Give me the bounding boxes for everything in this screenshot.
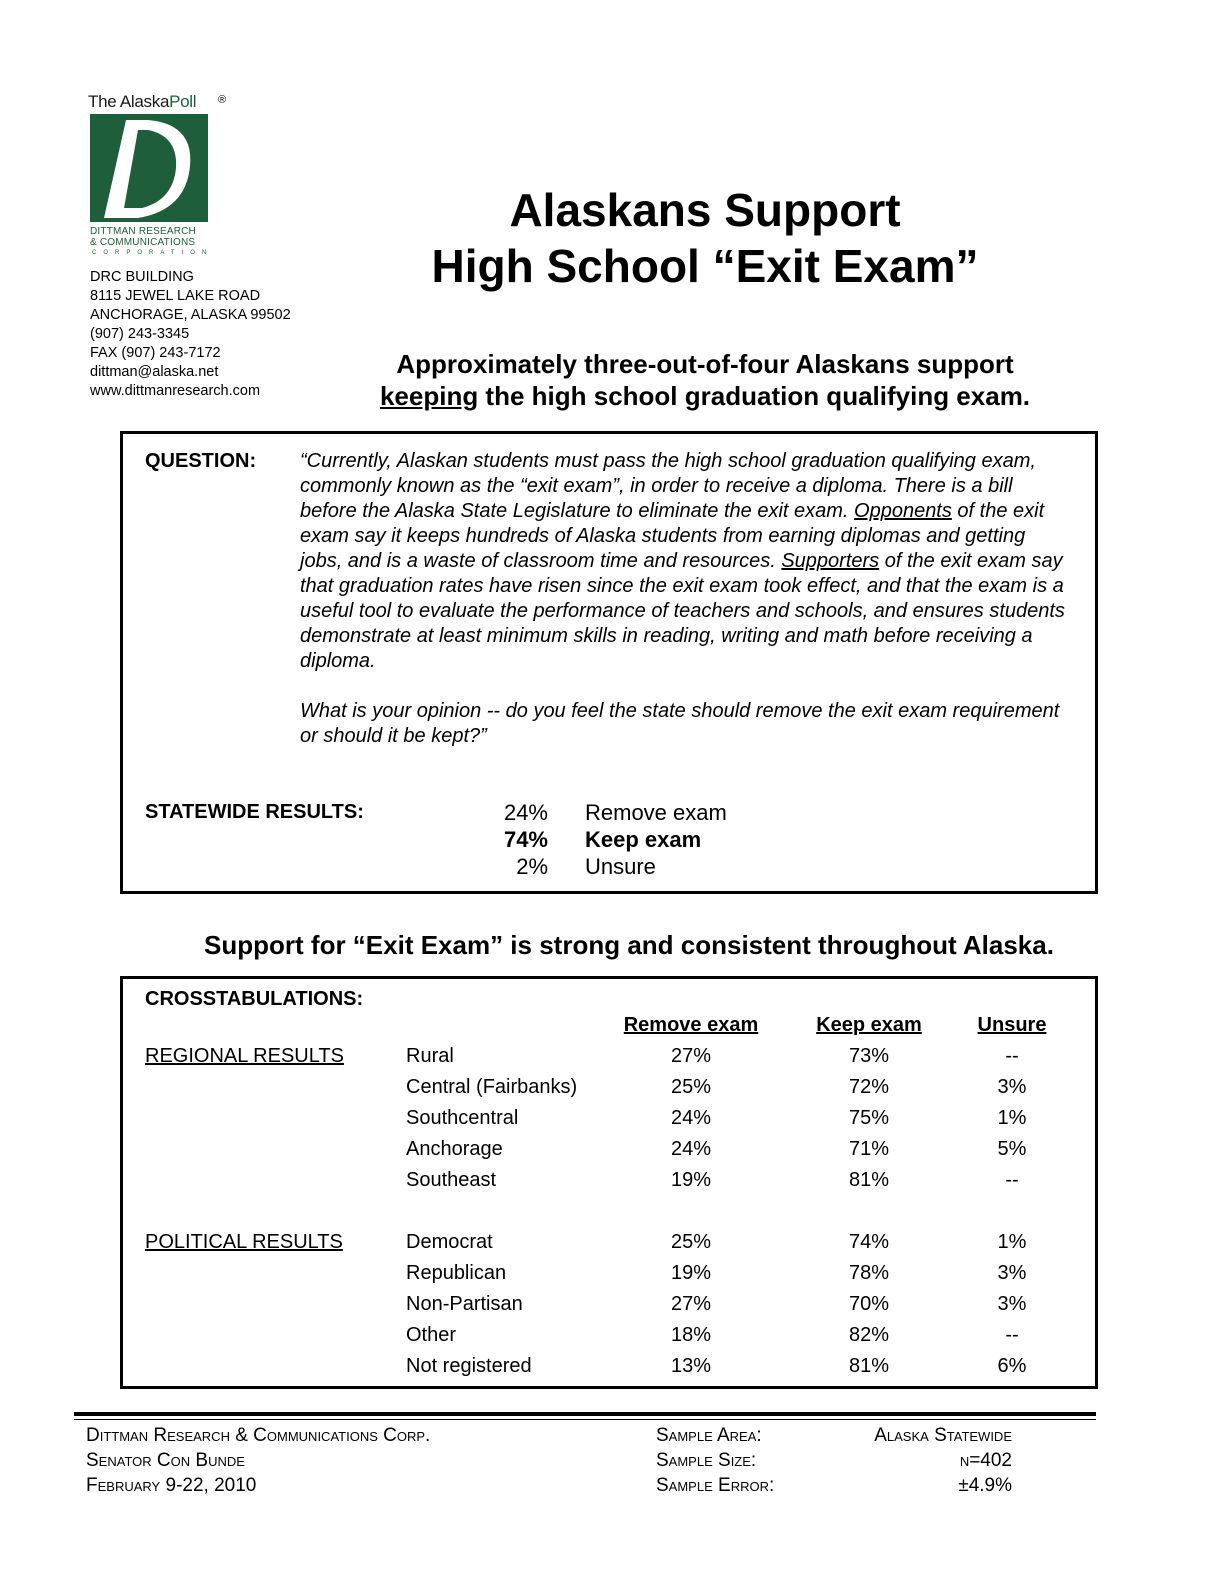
crosstab-unsure-pct: 1% <box>997 1107 1027 1129</box>
crosstab-remove-pct: 18% <box>670 1324 712 1346</box>
crosstab-keep-pct: 78% <box>848 1262 890 1284</box>
crosstab-remove-pct: 27% <box>670 1045 712 1067</box>
phone: (907) 243-3345 <box>90 326 190 342</box>
crosstab-remove-pct: 13% <box>670 1355 712 1377</box>
crosstab-unsure-pct: -- <box>1005 1324 1019 1346</box>
crosstab-unsure-pct: -- <box>1005 1169 1019 1191</box>
result-remove-label: Remove exam <box>585 800 727 825</box>
result-unsure-pct: 2% <box>516 854 548 879</box>
crosstab-remove-pct: 24% <box>670 1138 712 1160</box>
fax: FAX (907) 243-7172 <box>90 345 221 361</box>
crosstab-unsure-pct: -- <box>1005 1045 1019 1067</box>
footer-dates: February 9-22, 2010 <box>86 1475 257 1496</box>
crosstabs-box <box>120 976 1098 1389</box>
result-keep-pct: 74% <box>503 827 548 852</box>
logo-company-line3: CORPORATION <box>92 250 214 256</box>
address-line: ANCHORAGE, ALASKA 99502 <box>90 307 291 323</box>
crosstab-unsure-pct: 3% <box>997 1293 1027 1315</box>
result-unsure-label: Unsure <box>585 854 656 879</box>
website: www.dittmanresearch.com <box>90 383 261 399</box>
question-text <box>300 449 1070 774</box>
crosstab-row-label: Rural <box>406 1045 454 1067</box>
statewide-results-label: STATEWIDE RESULTS: <box>145 801 364 823</box>
crosstab-unsure-pct: 3% <box>997 1076 1027 1098</box>
crosstab-keep-pct: 74% <box>848 1231 890 1253</box>
crosstab-remove-pct: 25% <box>670 1231 712 1253</box>
sample-size-label: Sample Size: <box>656 1450 757 1471</box>
result-keep-label: Keep exam <box>585 827 702 852</box>
regional-results-label: REGIONAL RESULTS <box>145 1045 344 1067</box>
support-heading: Support for “Exit Exam” is strong and consistent throughout Alaska. <box>204 930 1054 960</box>
crosstab-remove-pct: 24% <box>670 1107 712 1129</box>
crosstab-row-label: Non-Partisan <box>406 1293 523 1315</box>
footer-rule-thin <box>74 1419 1096 1420</box>
crosstab-unsure-pct: 5% <box>997 1138 1027 1160</box>
crosstab-row-label: Other <box>406 1324 457 1346</box>
logo-company-line2: & COMMUNICATIONS <box>90 237 196 248</box>
crosstab-keep-pct: 71% <box>848 1138 890 1160</box>
crosstab-keep-pct: 70% <box>848 1293 890 1315</box>
crosstab-unsure-pct: 1% <box>997 1231 1027 1253</box>
registered-mark: ® <box>218 94 227 106</box>
title-line2: High School “Exit Exam” <box>431 240 979 292</box>
question-label: QUESTION: <box>145 450 257 472</box>
col-header-keep: Keep exam <box>816 1014 922 1036</box>
question-paragraph-2: What is your opinion -- do you feel the state should remove the exit exam requirement or should it be kept?” <box>300 700 1060 747</box>
crosstab-unsure-pct: 3% <box>997 1262 1027 1284</box>
result-remove-pct: 24% <box>503 800 548 825</box>
logo-brand <box>88 92 196 112</box>
sample-error-label: Sample Error: <box>656 1475 775 1496</box>
col-header-remove: Remove exam <box>623 1014 759 1036</box>
crosstab-row-label: Republican <box>406 1262 507 1284</box>
crosstab-keep-pct: 73% <box>848 1045 890 1067</box>
footer-sample-labels <box>656 1423 774 1498</box>
footer-left <box>86 1423 430 1498</box>
crosstab-remove-pct: 25% <box>670 1076 712 1098</box>
subtitle-line1: Approximately three-out-of-four Alaskans support <box>396 349 1014 379</box>
col-header-unsure: Unsure <box>977 1014 1047 1036</box>
crosstab-row-label: Anchorage <box>406 1138 503 1160</box>
crosstab-keep-pct: 82% <box>848 1324 890 1346</box>
subtitle-keyword: keeping <box>379 381 479 411</box>
sample-area-value: Alaska Statewide <box>874 1425 1012 1446</box>
crosstab-row-label: Central (Fairbanks) <box>406 1076 578 1098</box>
address-line: DRC BUILDING <box>90 269 194 285</box>
sample-error-value: ±4.9% <box>958 1475 1012 1496</box>
email: dittman@alaska.net <box>90 364 219 380</box>
crosstab-unsure-pct: 6% <box>997 1355 1027 1377</box>
crosstab-keep-pct: 72% <box>848 1076 890 1098</box>
question-text-c: of the exit exam say that graduation rates have risen since the exit exam took effect, and that the exam is a useful tool to evaluate the performance of teachers and schools, and ensures students demonstrate at least minimum skills in reading, writing and math before receiving a diploma. <box>300 550 1065 672</box>
sample-size-value: n=402 <box>959 1450 1012 1471</box>
crosstab-keep-pct: 81% <box>848 1169 890 1191</box>
crosstabs-label: CROSSTABULATIONS: <box>145 988 364 1010</box>
crosstab-row-label: Democrat <box>406 1231 493 1253</box>
address-block <box>90 268 291 401</box>
crosstab-row-label: Southcentral <box>406 1107 519 1129</box>
crosstab-remove-pct: 19% <box>670 1262 712 1284</box>
supporters-term: Supporters <box>781 550 880 572</box>
logo-brand-prefix: The Alaska <box>88 92 170 111</box>
crosstab-row-label: Not registered <box>406 1355 532 1377</box>
footer-sample-values <box>832 1423 1012 1498</box>
page-title <box>360 182 1050 294</box>
question-paragraph-1 <box>300 449 1070 674</box>
question-text-a: “Currently, Alaskan students must pass the high school graduation qualifying exam, commonly known as the “exit exam”, in order to receive a diploma. There is a bill before the Alaska State Legislature to eliminate the exit exam. <box>300 450 1036 522</box>
logo-brand-suffix: Poll <box>169 92 197 111</box>
crosstab-row-label: Southeast <box>406 1169 497 1191</box>
footer-client: Senator Con Bunde <box>86 1450 245 1471</box>
crosstab-keep-pct: 75% <box>848 1107 890 1129</box>
address-line: 8115 JEWEL LAKE ROAD <box>90 288 261 304</box>
title-line1: Alaskans Support <box>509 184 901 236</box>
political-results-label: POLITICAL RESULTS <box>145 1231 343 1253</box>
subtitle-line2 <box>330 380 1080 412</box>
dittman-logo-icon <box>90 114 208 222</box>
crosstab-keep-pct: 81% <box>848 1355 890 1377</box>
footer-company: Dittman Research & Communications Corp. <box>86 1425 431 1446</box>
footer-rule-thick <box>74 1412 1096 1416</box>
subtitle <box>330 348 1080 412</box>
opponents-term: Opponents <box>854 500 952 522</box>
crosstab-remove-pct: 19% <box>670 1169 712 1191</box>
sample-area-label: Sample Area: <box>656 1425 762 1446</box>
crosstab-remove-pct: 27% <box>670 1293 712 1315</box>
subtitle-rest: the high school graduation qualifying exam. <box>478 381 1031 411</box>
logo-company-line1: DITTMAN RESEARCH <box>90 226 196 237</box>
question-text-b: of the exit exam say it keeps hundreds of Alaska students from earning diplomas and getting jobs, and is a waste of classroom time and resources. <box>300 500 1045 572</box>
